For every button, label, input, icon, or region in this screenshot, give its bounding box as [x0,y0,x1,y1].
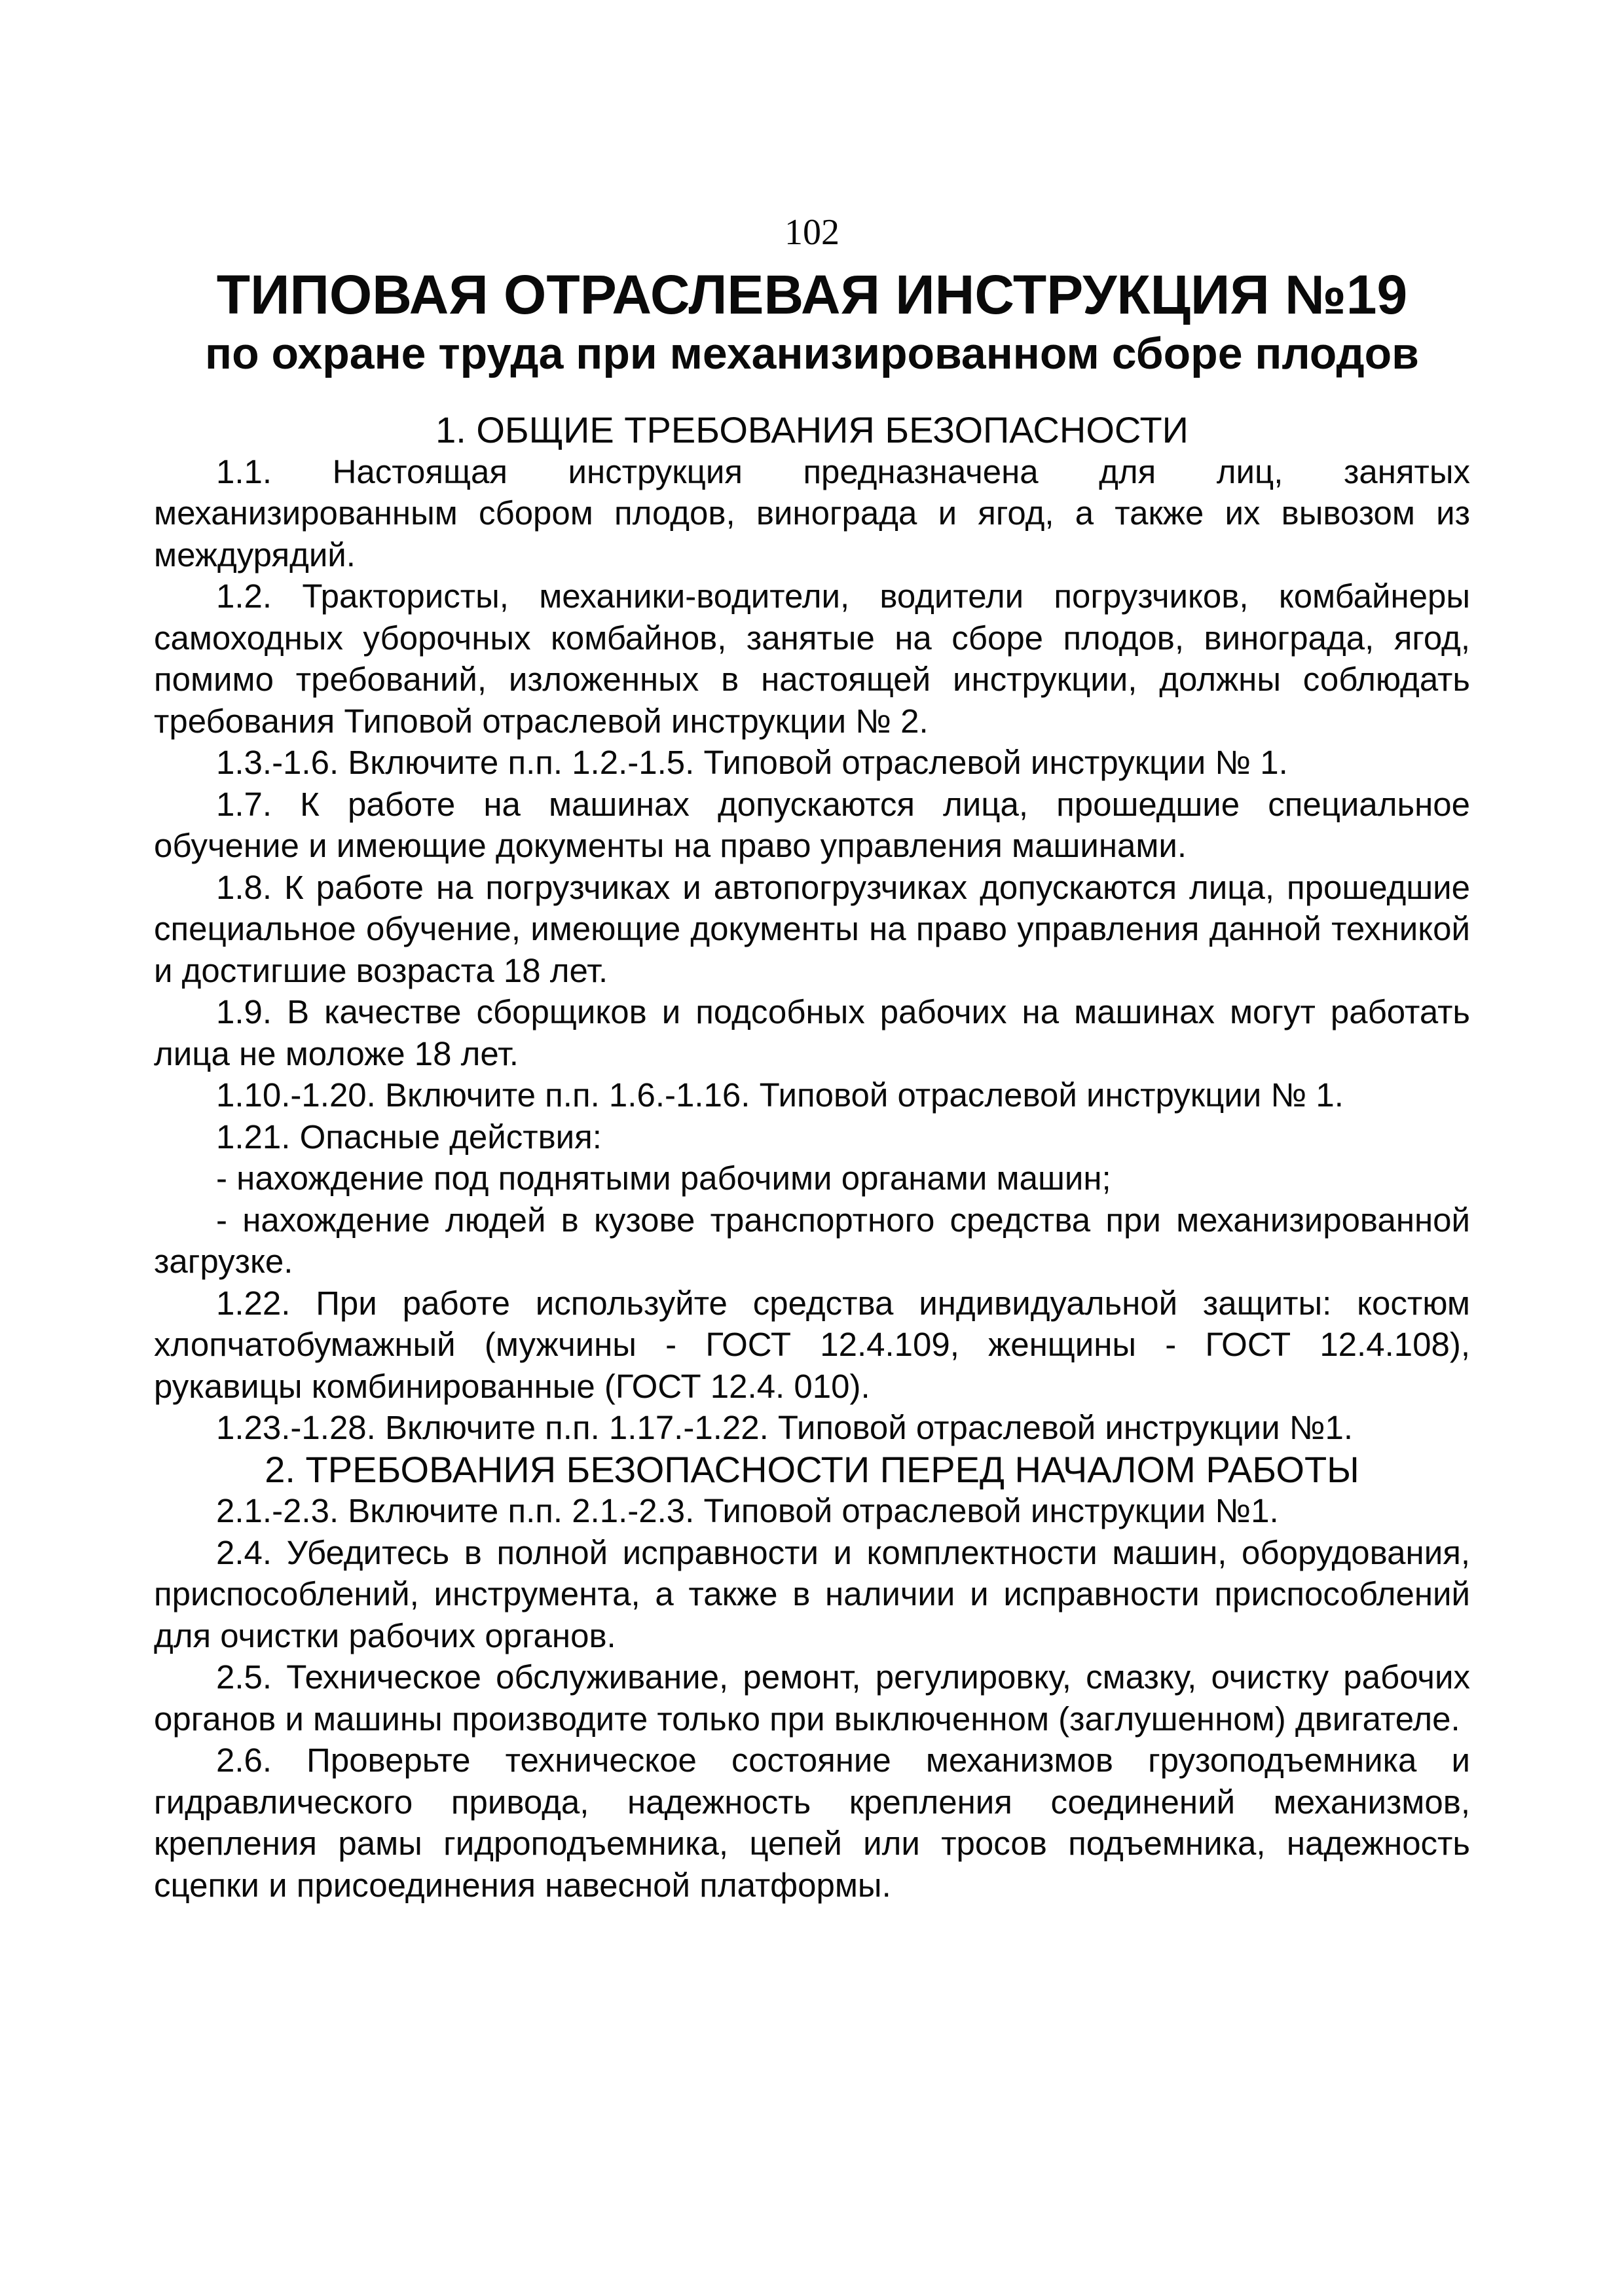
document-subtitle: по охране труда при механизированном сборе плодов [205,329,1419,378]
paragraph-1-10: 1.10.-1.20. Включите п.п. 1.6.-1.16. Типовой отраслевой инструкции № 1. [216,1076,1344,1114]
document-body [154,409,1470,1906]
list-item-dangerous-action: - нахождение под поднятыми рабочими органами машин; [216,1159,1111,1197]
document-title: ТИПОВАЯ ОТРАСЛЕВАЯ ИНСТРУКЦИЯ №19 [216,264,1408,325]
list-item-dangerous-action: - нахождение людей в кузове транспортного средства при механизированной загрузке. [154,1201,1470,1280]
paragraph-1-9: 1.9. В качестве сборщиков и подсобных рабочих на машинах могут работать лица не моложе 18 лет. [154,993,1470,1072]
paragraph-2-4: 2.4. Убедитесь в полной исправности и комплектности машин, оборудования, приспособлений, инструмента, а также в наличии и исправности приспособлений для очистки рабочих органов. [154,1533,1470,1654]
section-heading-general: 1. ОБЩИЕ ТРЕБОВАНИЯ БЕЗОПАСНОСТИ [435,409,1189,450]
paragraph-2-6: 2.6. Проверьте техническое состояние механизмов грузоподъемника и гидравлического привода, надежность крепления соединений механизмов, крепления рамы гидроподъемника, цепей или тросов подъемника, надежность сцепки и присоединения навесной платформы. [154,1741,1470,1904]
paragraph-1-21: 1.21. Опасные действия: [216,1118,602,1156]
paragraph-2-1: 2.1.-2.3. Включите п.п. 2.1.-2.3. Типовой отраслевой инструкции №1. [216,1492,1279,1529]
paragraph-1-1: 1.1. Настоящая инструкция предназначена для лиц, занятых механизированным сбором плодов, винограда и ягод, а также их вывозом из междурядий. [154,452,1470,574]
paragraph-1-2: 1.2. Трактористы, механики-водители, водители погрузчиков, комбайнеры самоходных уборочных комбайнов, занятые на сборе плодов, винограда, ягод, помимо требований, изложенных в настоящей инструкции, должны соблюдать требования Типовой отраслевой инструкции № 2. [154,577,1470,740]
page-number: 102 [784,212,840,253]
section-heading-before-work: 2. ТРЕБОВАНИЯ БЕЗОПАСНОСТИ ПЕРЕД НАЧАЛОМ РАБОТЫ [265,1448,1359,1490]
paragraph-1-8: 1.8. К работе на погрузчиках и автопогрузчиках допускаются лица, прошедшие специальное обучение, имеющие документы на право управления данной техникой и достигшие возраста 18 лет. [154,868,1470,989]
paragraph-1-23: 1.23.-1.28. Включите п.п. 1.17.-1.22. Типовой отраслевой инструкции №1. [216,1409,1354,1446]
paragraph-1-7: 1.7. К работе на машинах допускаются лица, прошедшие специальное обучение и имеющие документы на право управления машинами. [154,785,1470,864]
paragraph-1-22: 1.22. При работе используйте средства индивидуальной защиты: костюм хлопчатобумажный (мужчины - ГОСТ 12.4.109, женщины - ГОСТ 12.4.108), рукавицы комбинированные (ГОСТ 12.4. 010). [154,1284,1470,1405]
paragraph-2-5: 2.5. Техническое обслуживание, ремонт, регулировку, смазку, очистку рабочих органов и машины производите только при выключенном (заглушенном) двигателе. [154,1658,1470,1738]
paragraph-1-3: 1.3.-1.6. Включите п.п. 1.2.-1.5. Типовой отраслевой инструкции № 1. [216,744,1288,781]
